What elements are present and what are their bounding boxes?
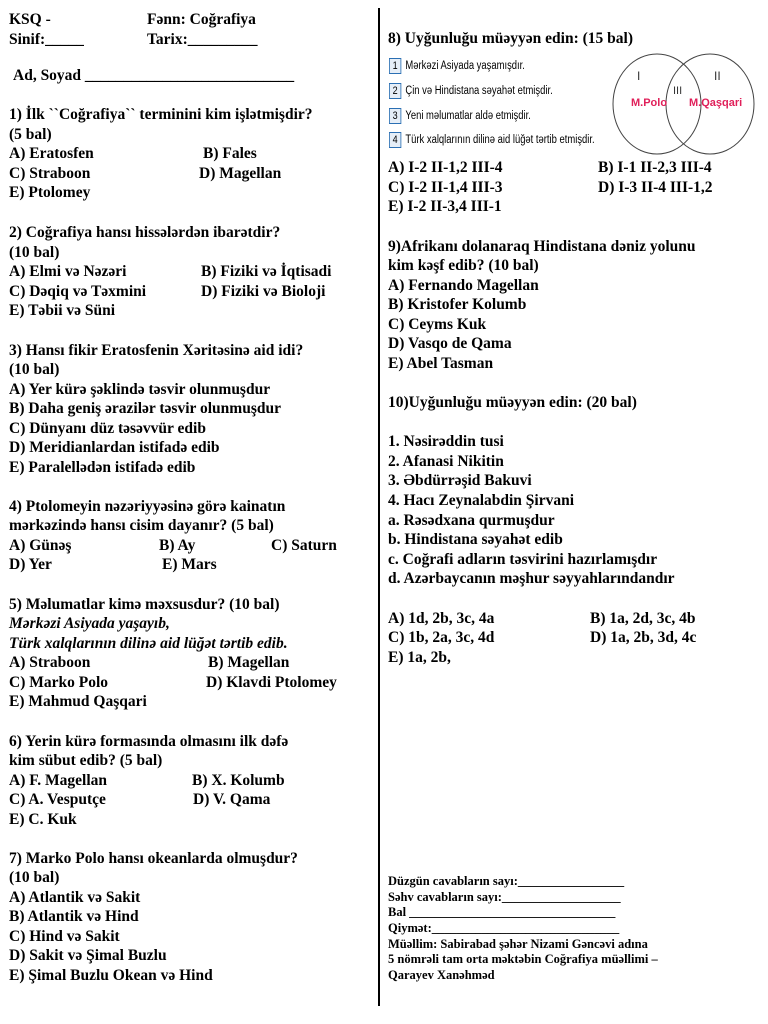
q8-option-e: E) I-2 II-3,4 III-1 [388, 198, 502, 215]
q5-text: 5) Məlumatlar kimə məxsusdur? (10 bal) [9, 596, 280, 613]
q3-option-c: C) Dünyanı düz təsəvvür edib [9, 420, 206, 437]
class-field: Sinif:_____ [9, 31, 84, 48]
q7-option-b: B) Atlantik və Hind [9, 908, 139, 925]
q1-points: (5 bal) [9, 126, 52, 143]
q7-option-a: A) Atlantik və Sakit [9, 889, 141, 906]
q4-option-e: E) Mars [162, 556, 217, 573]
q4-option-c: C) Saturn [271, 537, 337, 554]
q2-option-b: B) Fiziki və İqtisadi [201, 263, 332, 280]
q2-option-d: D) Fiziki və Bioloji [201, 283, 326, 300]
q6-option-b: B) X. Kolumb [192, 772, 285, 789]
q9-option-a: A) Fernando Magellan [388, 277, 539, 294]
teacher-line-2: 5 nömrəli tam orta məktəbin Coğrafiya müəllimi – [388, 952, 658, 966]
q1-option-e: E) Ptolomey [9, 184, 91, 201]
q1-text: 1) İlk ``Coğrafiya`` terminini kim işlətmişdir? [9, 106, 313, 123]
q4-text: 4) Ptolomeyin nəzəriyyəsinə görə kainatın [9, 498, 286, 515]
q1-option-d: D) Magellan [199, 165, 282, 182]
q8-statement-text: Çin və Hindistana səyahət etmişdir. [405, 85, 553, 97]
q8-statement-list [389, 56, 595, 148]
q2-text: 2) Coğrafiya hansı hissələrdən ibarətdir? [9, 224, 281, 241]
venn-left-label: M.Polo [631, 97, 668, 109]
q2-option-c: C) Dəqiq və Təxmini [9, 283, 147, 300]
q4-option-a: A) Günəş [9, 537, 72, 554]
q8-statement-text: Mərkəzi Asiyada yaşamışdır. [405, 60, 525, 72]
q7-option-d: D) Sakit və Şimal Buzlu [9, 947, 167, 964]
venn-right-label: M.Qaşqari [689, 97, 743, 109]
q9-text: 9)Afrikanı dolanaraq Hindistana dəniz yolunu [388, 238, 696, 255]
q9-text-2: kim kəşf edib? (10 bal) [388, 257, 539, 274]
q7-option-c: C) Hind və Sakit [9, 928, 120, 945]
column-divider [378, 8, 380, 1006]
q3-option-b: B) Daha geniş ərazilər təsvir olunmuşdur [9, 400, 281, 417]
q6-text: 6) Yerin kürə formasında olmasını ilk dəfə [9, 733, 289, 750]
q8-option-d: D) I-3 II-4 III-1,2 [598, 179, 713, 196]
q10-list-b: b. Hindistana səyahət edib [388, 531, 563, 548]
q4-text-2: mərkəzində hansı cisim dayanır? (5 bal) [9, 517, 274, 534]
q5-info-2: Türk xalqlarının dilinə aid lüğət tərtib edib. [9, 635, 288, 652]
venn-region-1: I [637, 69, 641, 83]
q10-list-2: 2. Afanasi Nikitin [388, 453, 504, 470]
name-field: Ad, Soyad ___________________________ [13, 67, 295, 84]
q8-option-c: C) I-2 II-1,4 III-3 [388, 179, 503, 196]
q10-option-e: E) 1a, 2b, [388, 649, 451, 666]
q6-option-a: A) F. Magellan [9, 772, 108, 789]
q8-option-a: A) I-2 II-1,2 III-4 [388, 159, 503, 176]
q6-option-e: E) C. Kuk [9, 811, 77, 828]
score-field: Bal _________________________________ [388, 905, 616, 919]
ksq-label: KSQ - [9, 11, 51, 28]
q3-points: (10 bal) [9, 361, 60, 378]
q8-statement-text: Türk xalqlarının dilinə aid lüğət tərtib etmişdir. [405, 134, 595, 146]
q3-option-d: D) Meridianlardan istifadə edib [9, 439, 220, 456]
q6-option-d: D) V. Qama [193, 791, 271, 808]
q7-text: 7) Marko Polo hansı okeanlarda olmuşdur? [9, 850, 298, 867]
q8-statement-2 [389, 83, 553, 99]
q9-option-e: E) Abel Tasman [388, 355, 494, 372]
q1-option-b: B) Fales [203, 145, 257, 162]
q8-statement-number: 1 [389, 58, 401, 74]
q10-option-a: A) 1d, 2b, 3c, 4a [388, 610, 495, 627]
q6-text-2: kim sübut edib? (5 bal) [9, 752, 163, 769]
q10-list-1: 1. Nəsirəddin tusi [388, 433, 504, 450]
q8-statement-text: Yeni məlumatlar aldə etmişdir. [405, 110, 531, 122]
q3-text: 3) Hansı fikir Eratosfenin Xəritəsinə aid idi? [9, 342, 304, 359]
q8-venn-diagram [610, 52, 768, 162]
q7-points: (10 bal) [9, 869, 60, 886]
venn-region-2: II [714, 69, 721, 83]
q2-points: (10 bal) [9, 244, 60, 261]
q10-text: 10)Uyğunluğu müəyyən edin: (20 bal) [388, 394, 637, 411]
q8-statement-number: 4 [389, 132, 401, 148]
teacher-line-1: Müəllim: Sabirabad şəhər Nizami Gəncəvi adına [388, 937, 648, 951]
date-field: Tarix:_________ [147, 31, 258, 48]
q9-option-b: B) Kristofer Kolumb [388, 296, 527, 313]
q5-option-b: B) Magellan [208, 654, 290, 671]
q10-list-d: d. Azərbaycanın məşhur səyyahlarındandır [388, 570, 675, 587]
q3-option-a: A) Yer kürə şəklində təsvir olunmuşdur [9, 381, 271, 398]
q8-statement-4 [389, 132, 595, 148]
q8-statement-number: 3 [389, 108, 401, 124]
q4-option-b: B) Ay [159, 537, 196, 554]
q1-option-a: A) Eratosfen [9, 145, 94, 162]
q5-option-d: D) Klavdi Ptolomey [206, 674, 337, 691]
q10-list-3: 3. Əbdürrəşid Bakuvi [388, 472, 532, 489]
q2-option-a: A) Elmi və Nəzəri [9, 263, 127, 280]
q10-list-4: 4. Hacı Zeynalabdin Şirvani [388, 492, 575, 509]
q2-option-e: E) Təbii və Süni [9, 302, 116, 319]
q10-option-d: D) 1a, 2b, 3d, 4c [590, 629, 697, 646]
correct-count-field: Düzgün cavabların sayı:_________________ [388, 874, 625, 888]
q8-statement-number: 2 [389, 83, 401, 99]
wrong-count-field: Səhv cavabların sayı:___________________ [388, 890, 621, 904]
q10-list-a: a. Rəsədxana qurmuşdur [388, 512, 555, 529]
venn-region-3: III [673, 85, 683, 97]
q8-text: 8) Uyğunluğu müəyyən edin: (15 bal) [388, 30, 634, 47]
q9-option-d: D) Vasqo de Qama [388, 335, 512, 352]
q10-option-c: C) 1b, 2a, 3c, 4d [388, 629, 495, 646]
q7-option-e: E) Şimal Buzlu Okean və Hind [9, 967, 213, 984]
grade-field: Qiymət:______________________________ [388, 921, 620, 935]
q5-info-1: Mərkəzi Asiyada yaşayıb, [9, 615, 170, 632]
q9-option-c: C) Ceyms Kuk [388, 316, 487, 333]
q10-list-c: c. Coğrafi adların təsvirini hazırlamışdır [388, 551, 658, 568]
q8-statement-1 [389, 58, 525, 74]
q1-option-c: C) Straboon [9, 165, 91, 182]
q4-option-d: D) Yer [9, 556, 52, 573]
q5-option-c: C) Marko Polo [9, 674, 109, 691]
q8-statement-3 [389, 108, 531, 124]
q8-option-b: B) I-1 II-2,3 III-4 [598, 159, 712, 176]
q6-option-c: C) A. Vesputçe [9, 791, 106, 808]
q3-option-e: E) Paralellədən istifadə edib [9, 459, 196, 476]
q5-option-a: A) Straboon [9, 654, 91, 671]
q10-option-b: B) 1a, 2d, 3c, 4b [590, 610, 696, 627]
subject-label: Fənn: Coğrafiya [147, 11, 256, 28]
q5-option-e: E) Mahmud Qaşqari [9, 693, 147, 710]
teacher-name: Qarayev Xanəhməd [388, 968, 495, 982]
